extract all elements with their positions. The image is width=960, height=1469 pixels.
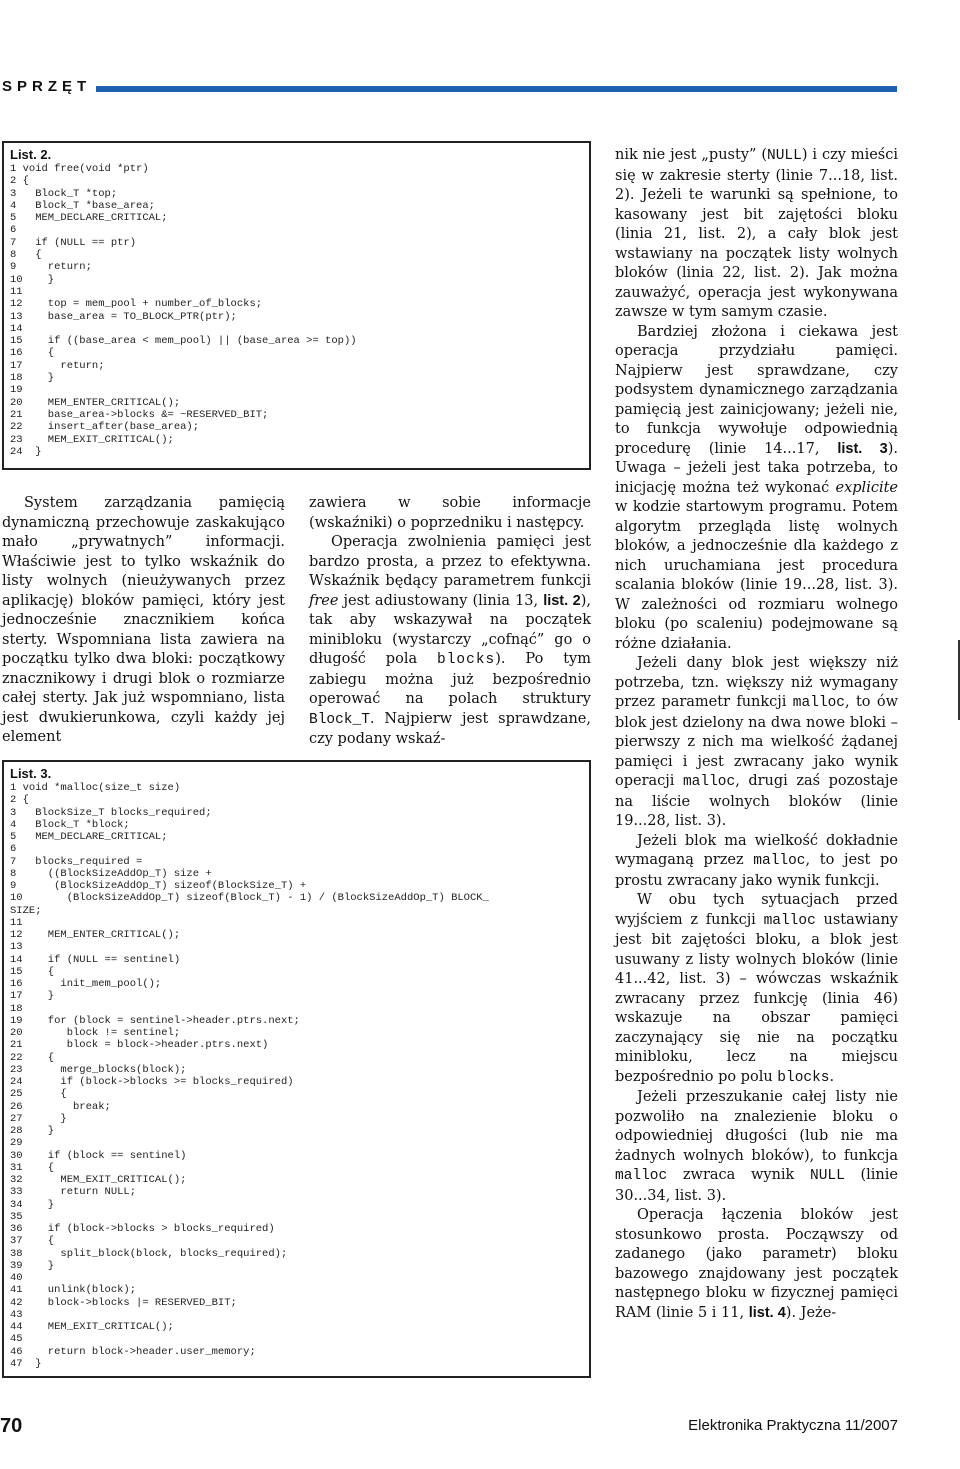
paragraph: W obu tych sytuacjach przed wyjściem z funkcji malloc ustawiany jest bit zajętości bloku, a blok jest usuwany z listy wolnych bloków (linie 41...42, list. 3) – wówczas wskaźnik zwracany przez funkcję (linia 46) wskazuje na obszar pamięci zaczynający się nie na początku minibloku, lecz na miejscu bezpośrednio po polu blocks. (615, 892, 898, 1086)
listing-3-title: List. 3. (10, 766, 52, 781)
paragraph: Operacja zwolnienia pamięci jest bardzo prosta, a przez to efektywna. Wskaźnik będący parametrem funkcji free jest adiustowany (linia 13, list. 2), tak aby wskazywał na początek minibloku (wystarczy „cofnąć” go o długość pola blocks). Po tym zabiegu można już bezpośrednio operować na polach struktury Block_T. Najpierw jest sprawdzane, czy podany wskaź- (309, 534, 591, 747)
paragraph: nik nie jest „pusty” (NULL) i czy mieści się w zakresie sterty (linie 7...18, list. 2). Jeżeli te warunki są spełnione, to kasowany jest bit zajętości bloku (linia 21, list. 2), a cały blok jest wstawiany na początek listy wolnych bloków (linia 22, list. 2). Jak można zauważyć, operacja jest wykonywana zawsze w tym samym czasie. (615, 147, 899, 320)
header-bar (96, 86, 897, 92)
paragraph: Operacja łączenia bloków jest stosunkowo prosta. Począwszy od zadanego (jako parametr) bloku bazowego znajdowany jest początek następnego bloku w fizycznej pamięci RAM (linie 5 i 11, list. 4). Jeże- (615, 1207, 898, 1321)
listing-2-title: List. 2. (10, 147, 52, 162)
text-column-2 (309, 494, 591, 750)
paragraph: Bardziej złożona i ciekawa jest operacja przydziału pamięci. Najpierw jest sprawdzane, czy podsystem dynamicznego zarządzania pamięcią jest zainicjowany; jeżeli nie, to funkcja wywołuje odpowiednią procedurę (linie 14...17, list. 3). Uwaga – jeżeli jest taka potrzeba, to inicjację można też wykonać explicite w kodzie startowym programu. Potem algorytm przegląda listę wolnych bloków, a jednocześnie dla każdego z nich uruchamiana jest procedura scalania bloków (linie 19...28, list. 3). W zależności od rozmiaru wolnego bloku (po scaleniu) podejmowane są różne działania. (615, 323, 898, 652)
text-column-3 (615, 146, 898, 1323)
paragraph: Jeżeli dany blok jest większy niż potrzeba, tzn. większy niż wymagany przez parametr funkcji malloc, to ów blok jest dzielony na dwa nowe bloki – pierwszy z nich ma wielkość żądanej pamięci i jest zwracany jako wynik operacji malloc, drugi zaś pozostaje na liście wolnych bloków (linie 19...28, list. 3). (615, 655, 898, 829)
paragraph: Jeżeli przeszukanie całej listy nie pozwoliło na znalezienie bloku o odpowiedniej długości (lub nie ma żadnych wolnych bloków), to funkcja malloc zwraca wynik NULL (linie 30...34, list. 3). (615, 1089, 898, 1204)
paragraph: zawiera w sobie informacje (wskaźniki) o poprzedniku i następcy. (309, 495, 591, 531)
section-header: SPRZĘT (2, 78, 92, 95)
paragraph: System zarządzania pamięcią dynamiczną przechowuje zaskakująco mało „prywatnych” informacji. Właściwie jest to tylko wskaźnik do listy wolnych (nieużywanych przez aplikację) bloków pamięci, który jest jednocześnie znacznikiem końca sterty. Wspomniana lista zawiera na początku tylko dwa bloki: początkowy znacznikowy i drugi blok o rozmiarze całej sterty. Jak już wspomniano, lista jest dwukierunkowa, czyli każdy jej element (2, 495, 285, 745)
page-number: 70 (0, 1415, 23, 1437)
listing-2-code: 1 void free(void *ptr) 2 { 3 Block_T *top; 4 Block_T *base_area; 5 MEM_DECLARE_CRITICAL; 6 7 if (NULL == ptr) 8 { 9 return; 10 } 11 12 top = mem_pool + number_of_blocks; 13 base_area = TO_BLOCK_PTR(ptr); 14 15 if ((base_area < mem_pool) || (base_area >= top)) 16 { 17 return; 18 } 19 20 MEM_ENTER_CRITICAL(); 21 base_area->blocks &= ~RESERVED_BIT; 22 insert_after(base_area); 23 MEM_EXIT_CRITICAL(); 24 } (10, 163, 357, 458)
listing-2 (2, 141, 591, 470)
listing-3-code: 1 void *malloc(size_t size) 2 { 3 BlockSize_T blocks_required; 4 Block_T *block; 5 MEM_DECLARE_CRITICAL; 6 7 blocks_required = 8 ((BlockSizeAddOp_T) size + 9 (BlockSizeAddOp_T) sizeof(BlockSize_T) + 10 (BlockSizeAddOp_T) sizeof(Block_T) - 1) / (BlockSizeAddOp_T) BLOCK_ SIZE; 11 12 MEM_ENTER_CRITICAL(); 13 14 if (NULL == sentinel) 15 { 16 init_mem_pool(); 17 } 18 19 for (block = sentinel->header.ptrs.next; 20 block != sentinel; 21 block = block->header.ptrs.next) 22 { 23 merge_blocks(block); 24 if (block->blocks >= blocks_required) 25 { 26 break; 27 } 28 } 29 30 if (block == sentinel) 31 { 32 MEM_EXIT_CRITICAL(); 33 return NULL; 34 } 35 36 if (block->blocks > blocks_required) 37 { 38 split_block(block, blocks_required); 39 } 40 41 unlink(block); 42 block->blocks |= RESERVED_BIT; 43 44 MEM_EXIT_CRITICAL(); 45 46 return block->header.user_memory; 47 } (10, 782, 489, 1370)
paragraph: Jeżeli blok ma wielkość dokładnie wymaganą przez malloc, to jest po prostu zwracany jako wynik funkcji. (615, 832, 898, 889)
listing-3 (2, 760, 591, 1378)
text-column-1 (2, 494, 285, 748)
magazine-name: Elektronika Praktyczna 11/2007 (688, 1417, 898, 1434)
